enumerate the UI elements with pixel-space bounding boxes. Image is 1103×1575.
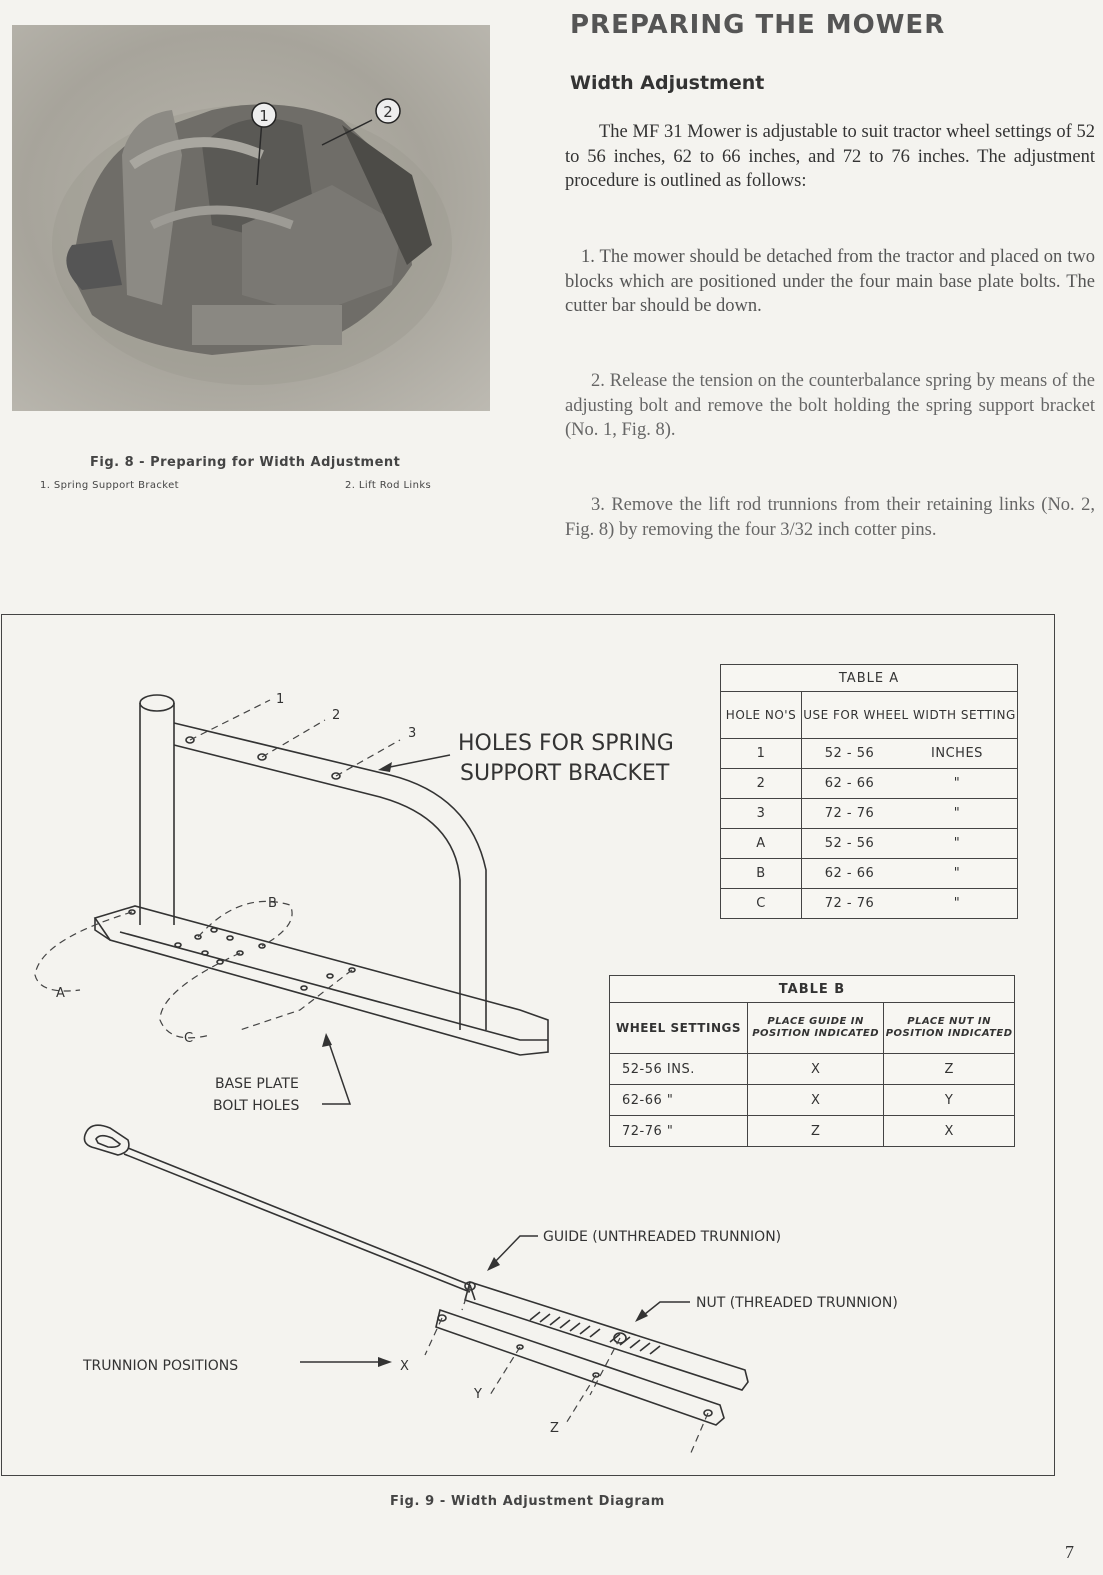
nut-label: NUT (THREADED TRUNNION)	[696, 1295, 898, 1311]
callout-2: 2	[383, 103, 393, 121]
table-a-cell: 52 - 56	[802, 739, 898, 769]
holes-label-line-2: SUPPORT BRACKET	[460, 761, 670, 786]
fig8-legend-item-1: 1. Spring Support Bracket	[40, 480, 179, 491]
table-a-cell: 72 - 76	[802, 799, 898, 829]
table-a-cell: 72 - 76	[802, 889, 898, 919]
table-row	[721, 739, 1018, 769]
table-b-cell: Y	[884, 1085, 1015, 1116]
table-a-cell: "	[897, 889, 1018, 919]
hole-letter-a: A	[56, 986, 65, 1001]
table-a-cell: B	[721, 859, 802, 889]
table-row	[721, 799, 1018, 829]
trunnion-positions-label: TRUNNION POSITIONS	[83, 1358, 239, 1374]
paragraph-intro: The MF 31 Mower is adjustable to suit tractor wheel settings of 52 to 56 inches, 62 to 66 inches, and 72 to 76 inches. The adjustment procedure is outlined as follows:	[565, 122, 1095, 191]
base-plate-label-line-1: BASE PLATE	[215, 1076, 299, 1092]
hole-number-1: 1	[276, 692, 285, 707]
table-b-header-guide: PLACE GUIDE IN POSITION INDICATED	[748, 1003, 884, 1054]
table-b-header-wheel: WHEEL SETTINGS	[610, 1003, 748, 1054]
table-a-cell: 52 - 56	[802, 829, 898, 859]
lift-rod-drawing	[84, 1125, 748, 1425]
table-a-header-hole: HOLE NO'S	[721, 692, 802, 739]
hole-letter-c: C	[184, 1031, 194, 1046]
paragraph-step-1: 1. The mower should be detached from the tractor and placed on two blocks which are positioned under the four main base plate bolts. The cutter bar should be down.	[565, 247, 1095, 316]
table-a-cell: "	[897, 769, 1018, 799]
fig9-caption: Fig. 9 - Width Adjustment Diagram	[390, 1494, 665, 1509]
position-z: Z	[550, 1421, 559, 1436]
table-b-header-nut: PLACE NUT IN POSITION INDICATED	[884, 1003, 1015, 1054]
subsection-title: Width Adjustment	[570, 72, 765, 94]
table-b-cell: Z	[884, 1054, 1015, 1085]
fig8-legend-item-2: 2. Lift Rod Links	[345, 480, 432, 491]
position-y: Y	[474, 1387, 482, 1402]
table-a-cell: "	[897, 859, 1018, 889]
table-b-caption: TABLE B	[610, 976, 1015, 1003]
table-a-cell: "	[897, 829, 1018, 859]
table-a-cell: 2	[721, 769, 802, 799]
table-row	[610, 1054, 1015, 1085]
table-b-cell: 72-76 "	[610, 1116, 748, 1147]
table-b	[609, 975, 1015, 1147]
hole-number-3: 3	[408, 726, 417, 741]
paragraph-step-3: 3. Remove the lift rod trunnions from their retaining links (No. 2, Fig. 8) by removing the four 3/32 inch cotter pins.	[565, 495, 1095, 540]
hole-number-2: 2	[332, 708, 341, 723]
table-b-cell: X	[748, 1085, 884, 1116]
table-b-cell: X	[748, 1054, 884, 1085]
table-a-cell: A	[721, 829, 802, 859]
table-a-cell: "	[897, 799, 1018, 829]
callout-1: 1	[259, 107, 269, 125]
table-b-cell: 52-56 INS.	[610, 1054, 748, 1085]
table-row	[721, 889, 1018, 919]
table-row	[721, 859, 1018, 889]
page-number: 7	[1065, 1542, 1074, 1562]
table-a-cell: 62 - 66	[802, 859, 898, 889]
table-b-cell: Z	[748, 1116, 884, 1147]
table-b-cell: 62-66 "	[610, 1085, 748, 1116]
table-row	[721, 829, 1018, 859]
base-plate-label-line-2: BOLT HOLES	[213, 1098, 300, 1114]
guide-label: GUIDE (UNTHREADED TRUNNION)	[543, 1229, 782, 1245]
table-a-cell: 1	[721, 739, 802, 769]
table-row	[721, 769, 1018, 799]
table-a-cell: 62 - 66	[802, 769, 898, 799]
table-row	[610, 1085, 1015, 1116]
table-a	[720, 664, 1018, 919]
table-a-cell: INCHES	[897, 739, 1018, 769]
paragraph-step-2: 2. Release the tension on the counterbalance spring by means of the adjusting bolt and remove the bolt holding the spring support bracket (No. 1, Fig. 8).	[565, 371, 1095, 440]
position-x: X	[400, 1359, 409, 1374]
table-a-cell: C	[721, 889, 802, 919]
holes-label-line-1: HOLES FOR SPRING	[458, 731, 674, 756]
hole-letter-b: B	[268, 896, 277, 911]
table-b-cell: X	[884, 1116, 1015, 1147]
table-a-caption: TABLE A	[721, 665, 1018, 692]
table-row	[610, 1116, 1015, 1147]
section-title: PREPARING THE MOWER	[570, 10, 946, 40]
table-a-header-setting: USE FOR WHEEL WIDTH SETTING	[802, 692, 1018, 739]
fig8-caption: Fig. 8 - Preparing for Width Adjustment	[90, 455, 401, 470]
table-a-cell: 3	[721, 799, 802, 829]
